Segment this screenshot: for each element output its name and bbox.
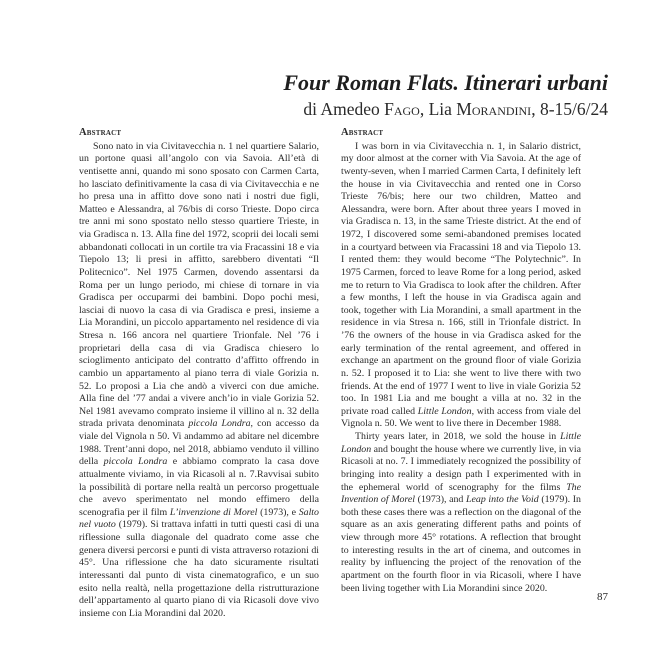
italic-run: The Invention of Morel <box>341 481 581 506</box>
byline-prefix: di Amedeo <box>303 99 385 119</box>
byline-separator: , Lia <box>419 99 457 119</box>
abstract-heading-en: Abstract <box>341 127 384 138</box>
italic-run: Little London <box>341 431 581 455</box>
text-run: (1973), e <box>257 506 299 518</box>
article-title: Four Roman Flats. Itinerari urbani <box>283 70 608 95</box>
text-run: , with access from viale del Vignola n. 50. We went to live there in December 1988. <box>341 405 581 430</box>
english-abstract-column <box>341 127 581 595</box>
italic-run: Leap into the Void <box>466 494 539 506</box>
author2-surname: Morandini <box>456 99 532 119</box>
article-header <box>283 70 608 120</box>
text-run: (1979). Si trattava infatti in tutti questi casi di una riflessione sulla diagonale del quadrato come asse che genera diversi percorsi e punti di vista attraverso rotazioni di 45°. Una riflessione che ha dato sicuramente risultati interessanti dal punto di vista cinematografico, e un suo esito nella realtà, nella progettazione della ristrutturazione dell’appartamento al quarto piano di via Ricasoli dove vivo insieme con Lia Morandini dal 2020. <box>79 519 319 619</box>
abstract-heading-it: Abstract <box>79 127 122 138</box>
text-run: Thirty years later, in 2018, we sold the house in <box>355 431 561 442</box>
abstract-paragraph-en-1 <box>341 141 581 431</box>
italic-run: Little London <box>417 405 472 417</box>
article-byline <box>283 98 608 120</box>
italic-run: piccola Londra <box>188 418 251 430</box>
abstract-paragraph-en-2 <box>341 431 581 595</box>
text-run: and bought the house where we currently live, in via Ricasoli at no. 7. I immediately recognized the possibility of bringing into reality a design path I experimented with in the ephemeral world of scenography for the films <box>341 443 581 493</box>
abstract-paragraph-it <box>79 141 319 621</box>
text-run: (1979). In both these cases there was a reflection on the diagonal of the square as an axis generating different paths and points of view through more 45° rotations. A reflection that brought to interesting results in the art of cinema, and outcomes in reality by influencing the project of the renovation of the apartment on the fourth floor in via Ricasoli, where I have been living together with Lia Morandini since 2020. <box>341 494 581 594</box>
text-run: Sono nato in via Civitavecchia n. 1 nel quartiere Salario, un portone quasi all’angolo con via Savoia. All’età di ventisette anni, quando mi sono sposato con Carmen Carta, ho lasciato definitivamente la casa di via Civitavecchia e ne ho presa una in affitto dove sono nati i nostri due figli, Matteo e Alessandra, al 76/bis di corso Trieste. Dopo circa tre anni mi sono spostato nello stesso quartiere Trieste, in via Gradisca n. 13. Alla fine del 1972, scoprii dei locali semi abbandonati collocati in un cortile tra via Fracassini 18 e via Tiepolo 13; li presi in affitto, sarebbero diventati “Il Politecnico”. Nel 1975 Carmen, dovendo assentarsi da Roma per un lungo periodo, mi chiese di tornare in via Gradisca per occuparmi dei bambini. Dopo pochi mesi, lasciai di nuovo la casa di via Gradisca e presi, insieme a Lia Morandini, un piccolo appartamento nel residence di via Stresa n. 166 ancora nel quartiere Trionfale. Nel ’76 i proprietari della casa di via Gradisca chiesero lo scioglimento anticipato del contratto d’affitto offrendo in cambio un appartamento al piano terra di viale Gorizia n. 52. Lo proposi a Lia che andò a viverci con due amiche. Alla fine del ’77 andai a vivere anch’io in viale Gorizia 52. Nel 1981 avevamo comprato insieme il villino al n. 32 della strada privata denominata <box>79 140 319 430</box>
italian-abstract-column <box>79 127 319 620</box>
text-run: I was born in via Civitavecchia n. 1, in Salario district, my door almost at the corner with Via Savoia. At the age of twenty-seven, when I married Carmen Carta, I definitely left the house in via Civitavecchia and rented one in Corso Trieste 76/bis; here our two children, Matteo and Alessandra, were born. After about three years I moved in via Gradisca n. 13, in the same Trieste district. At the end of 1972, I discovered some semi-abandoned premises located in a courtyard between via Fracassini 18 and via Tiepolo 13. I rented them: they would become “The Polytechnic”. In 1975 Carmen, forced to leave Rome for a long period, asked me to return to Via Gradisca to look after the children. After a few months, I left the house in via Gradisca again and took, together with Lia Morandini, a small apartment in the residence in via Stresa n. 166, still in Trionfale district. In ’76 the owners of the house in via Gradisca asked for the early termination of the rental agreement, and offered in exchange an apartment on the ground floor of viale Gorizia n. 52. I proposed it to Lia: she went to live there with two friends. At the end of 1977 I went to live in viale Gorizia 52 too. In 1981 Lia and me bought a villa at no. 32 in the private road called <box>341 140 581 417</box>
page-number: 87 <box>597 591 608 603</box>
italic-run: piccola Londra <box>103 456 168 468</box>
byline-suffix: , 8-15/6/24 <box>531 99 608 119</box>
text-run: (1973), and <box>415 494 467 506</box>
italic-run: Salto nel vuoto <box>79 506 319 531</box>
text-run: e abbiamo comprato la casa dove attualmente viviamo, in via Ricasoli al n. 7.Ravvisai subito la possibilità di portare nella realtà un percorso progettuale che avevo sperimentato nel mondo effimero della scenografia per il film <box>79 456 319 518</box>
italic-run: L’invenzione di Morel <box>169 506 258 518</box>
author1-surname: Fago <box>384 99 420 119</box>
text-run: , con accesso da viale del Vignola n 50. Vi andammo ad abitare nel dicembre 1988. Trent’anni dopo, nel 2018, abbiamo venduto il villino della <box>79 418 319 468</box>
